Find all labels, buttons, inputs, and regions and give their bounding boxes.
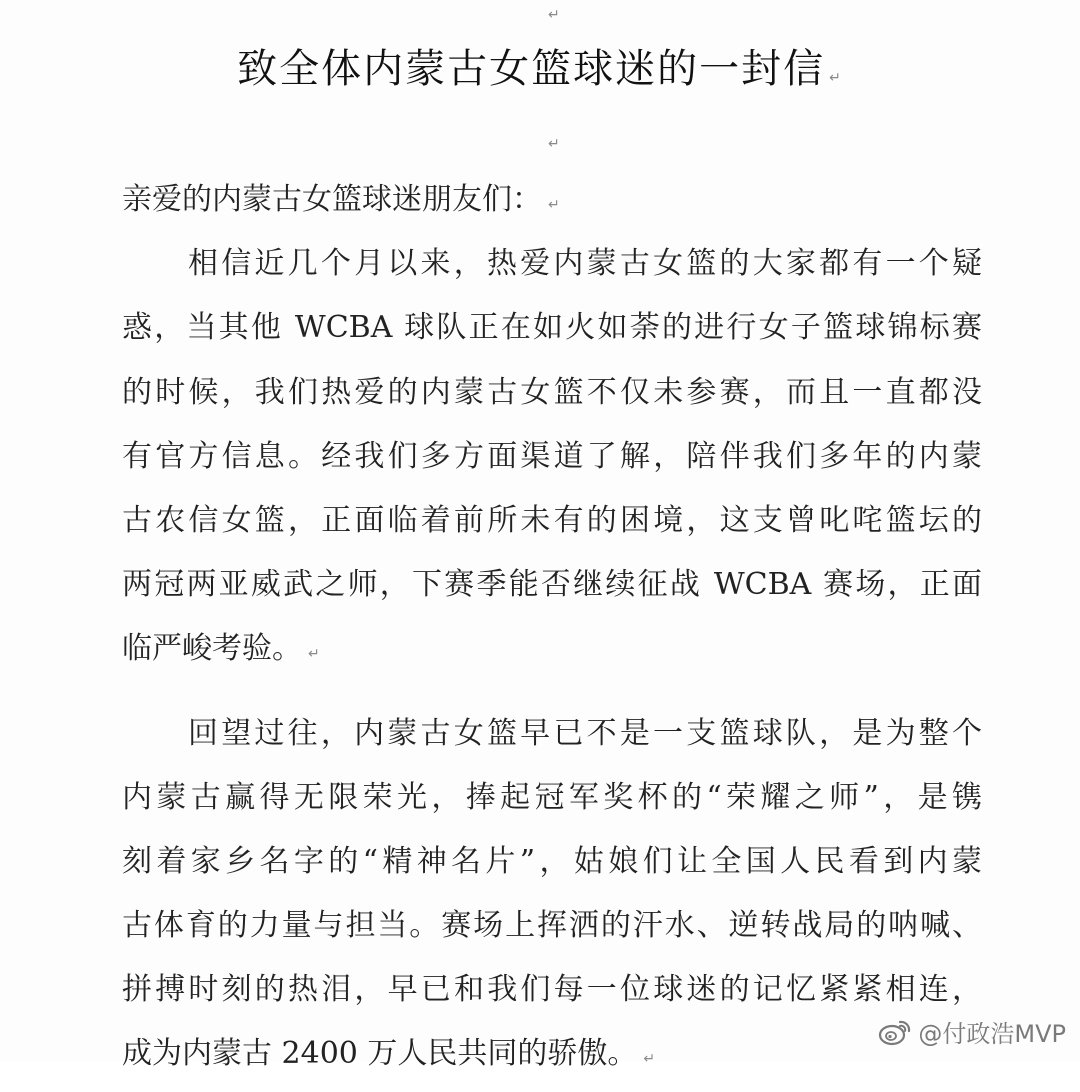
paragraph-line: 两冠两亚威武之师，下赛季能否继续征战 WCBA 赛场，正面 (122, 567, 982, 603)
paragraph-2 (122, 702, 982, 1087)
watermark-text: @付政浩MVP (918, 1020, 1066, 1048)
paragraph-line: 刻着家乡名字的“精神名片”，姑娘们让全国人民看到内蒙 (122, 843, 982, 879)
paragraph-1 (122, 232, 982, 681)
document-title (0, 38, 1080, 100)
paragraph-line: 古农信女篮，正面临着前所未有的困境，这支曾叱咤篮坛的 (122, 502, 982, 538)
paragraph-mark: ↵ (548, 7, 560, 23)
document-body (122, 168, 982, 1087)
paragraph-line (122, 1022, 982, 1086)
paragraph-mark: ↵ (829, 70, 843, 86)
paragraph-mark: ↵ (643, 1051, 656, 1068)
paragraph-line: 回望过往，内蒙古女篮早已不是一支篮球队，是为整个 (188, 715, 982, 751)
paragraph-line-text: 临严峻考验。 (122, 631, 302, 667)
paragraph-gap (122, 682, 982, 702)
paragraph-mark: ↵ (548, 136, 560, 152)
salutation-line (122, 168, 982, 232)
paragraph-line: 有官方信息。经我们多方面渠道了解，陪伴我们多年的内蒙 (122, 438, 982, 474)
paragraph-line: 相信近几个月以来，热爱内蒙古女篮的大家都有一个疑 (188, 246, 982, 282)
paragraph-line: 古体育的力量与担当。赛场上挥洒的汗水、逆转战局的呐喊、 (122, 908, 982, 944)
document-title-text: 致全体内蒙古女篮球迷的一封信 (237, 46, 826, 92)
paragraph-line: 惑，当其他 WCBA 球队正在如火如荼的进行女子篮球锦标赛 (122, 310, 982, 346)
paragraph-line: 拼搏时刻的热泪，早已和我们每一位球迷的记忆紧紧相连， (122, 972, 982, 1008)
weibo-icon (878, 1018, 912, 1046)
salutation-text: 亲爱的内蒙古女篮球迷朋友们： (122, 182, 542, 217)
paragraph-line (122, 617, 982, 681)
paragraph-mark: ↵ (308, 646, 320, 663)
paragraph-line: 的时候，我们热爱的内蒙古女篮不仅未参赛，而且一直都没 (122, 374, 982, 410)
paragraph-line-text: 成为内蒙古 2400 万人民共同的骄傲。 (122, 1036, 638, 1072)
paragraph-mark: ↵ (548, 197, 560, 213)
paragraph-line: 内蒙古赢得无限荣光，捧起冠军奖杯的“荣耀之师”，是镌 (122, 779, 982, 815)
watermark (878, 1014, 1066, 1049)
